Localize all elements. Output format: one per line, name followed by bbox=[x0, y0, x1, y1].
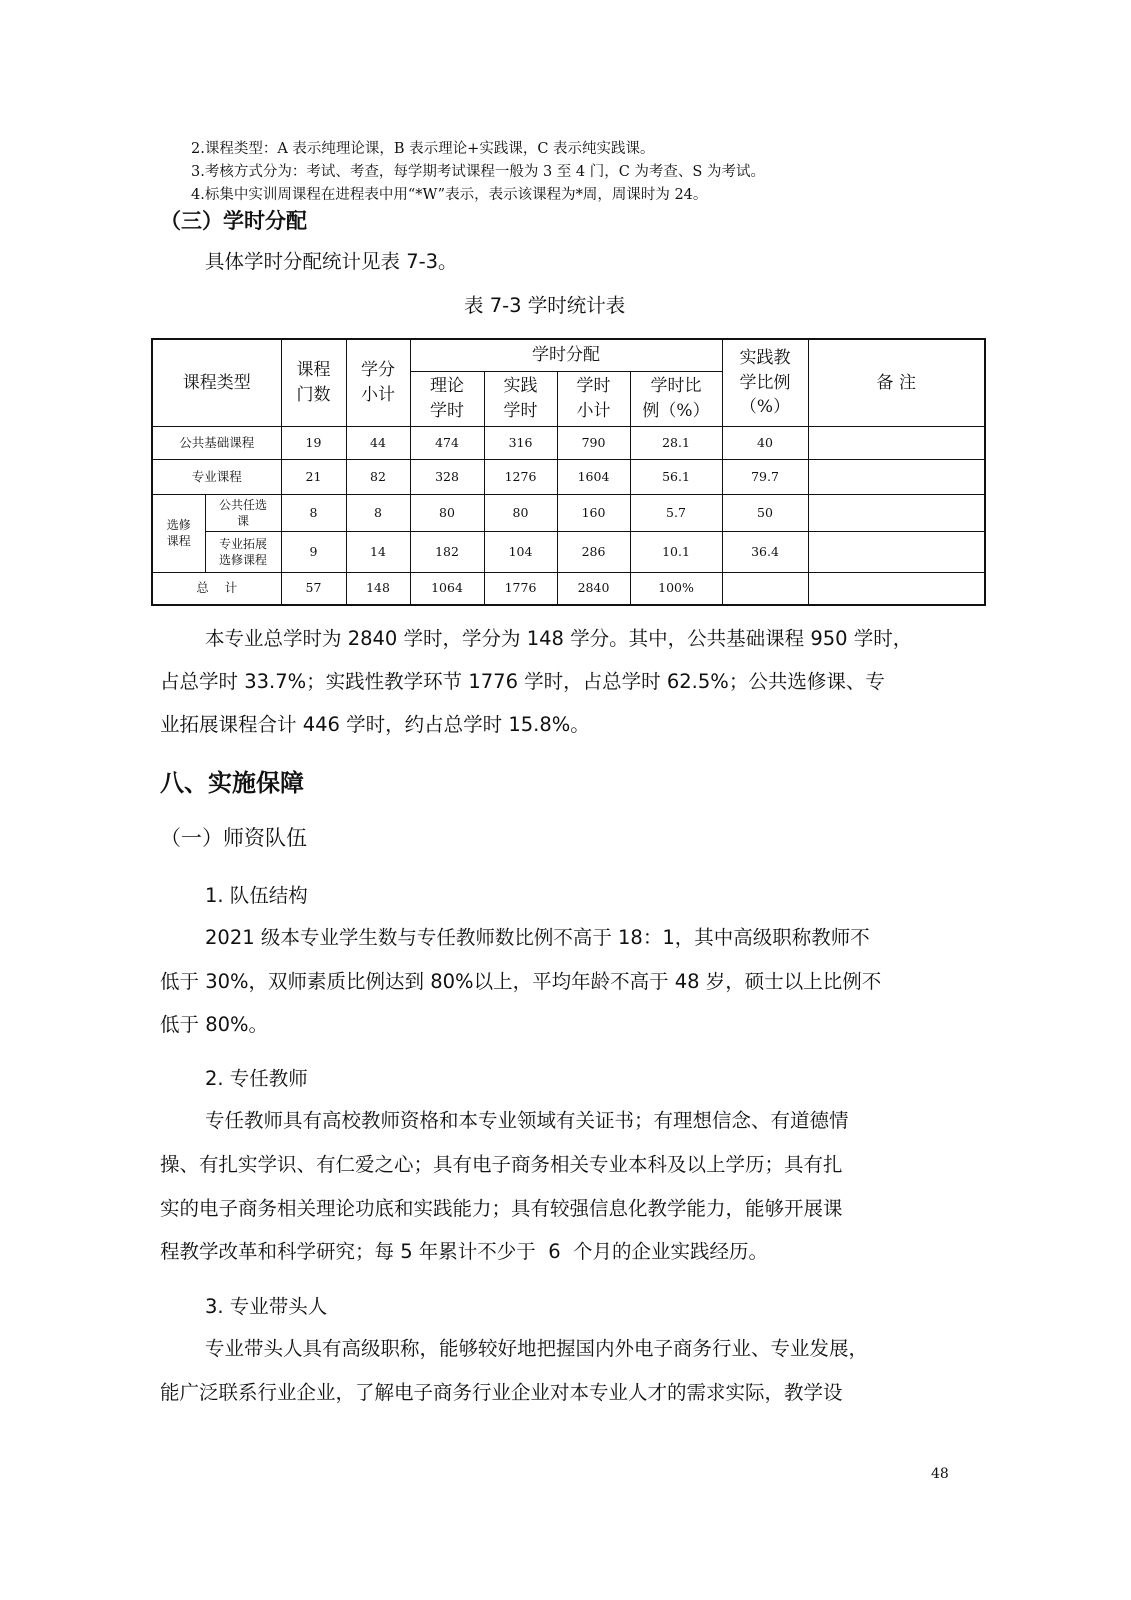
header-course-count: 课程 门数 bbox=[281, 339, 346, 426]
cell-ratio: 10.1 bbox=[630, 532, 722, 573]
table-row-major bbox=[152, 460, 985, 495]
cell-credits: 82 bbox=[346, 460, 410, 495]
row-label: 总 计 bbox=[152, 572, 281, 605]
table-row-total bbox=[152, 572, 985, 605]
cell-theory: 328 bbox=[410, 460, 484, 495]
cell-practice-ratio: 79.7 bbox=[722, 460, 808, 495]
team-structure-line-1: 2021 级本专业学生数与专任教师数比例不高于 18：1，其中高级职称教师不 bbox=[205, 926, 870, 949]
summary-line-1: 本专业总学时为 2840 学时，学分为 148 学分。其中，公共基础课程 950 学时， bbox=[205, 627, 913, 650]
header-ratio: 学时比 例（%） bbox=[630, 371, 722, 426]
header-hours-group: 学时分配 bbox=[410, 339, 722, 371]
header-subtotal: 学时 小计 bbox=[557, 371, 630, 426]
cell-practice-ratio: 50 bbox=[722, 494, 808, 532]
header-credits: 学分 小计 bbox=[346, 339, 410, 426]
table-caption: 表 7-3 学时统计表 bbox=[464, 294, 626, 317]
cell-remarks bbox=[808, 426, 985, 460]
cell-credits: 148 bbox=[346, 572, 410, 605]
full-time-line-3: 实的电子商务相关理论功底和实践能力；具有较强信息化教学能力，能够开展课 bbox=[160, 1197, 843, 1220]
full-time-title: 2. 专任教师 bbox=[205, 1067, 308, 1090]
row-label: 专业拓展 选修课程 bbox=[205, 532, 281, 573]
cell-theory: 474 bbox=[410, 426, 484, 460]
cell-practice-ratio: 36.4 bbox=[722, 532, 808, 573]
cell-count: 57 bbox=[281, 572, 346, 605]
summary-line-3: 业拓展课程合计 446 学时，约占总学时 15.8%。 bbox=[160, 713, 590, 736]
cell-count: 19 bbox=[281, 426, 346, 460]
leader-line-1: 专业带头人具有高级职称，能够较好地把握国内外电子商务行业、专业发展， bbox=[205, 1337, 869, 1360]
header-course-type: 课程类型 bbox=[152, 339, 281, 426]
cell-count: 8 bbox=[281, 494, 346, 532]
cell-theory: 182 bbox=[410, 532, 484, 573]
cell-ratio: 100% bbox=[630, 572, 722, 605]
cell-remarks bbox=[808, 494, 985, 532]
section-hours-intro: 具体学时分配统计见表 7-3。 bbox=[205, 250, 458, 273]
cell-theory: 1064 bbox=[410, 572, 484, 605]
note-course-type: 2.课程类型：A 表示纯理论课，B 表示理论+实践课，C 表示纯实践课。 bbox=[191, 141, 655, 157]
cell-practice: 80 bbox=[484, 494, 557, 532]
leader-title: 3. 专业带头人 bbox=[205, 1295, 328, 1318]
cell-theory: 80 bbox=[410, 494, 484, 532]
faculty-title: （一）师资队伍 bbox=[160, 826, 307, 850]
note-training-week: 4.标集中实训周课程在进程表中用“*W”表示，表示该课程为*周，周课时为 24。 bbox=[191, 187, 708, 203]
header-practice: 实践 学时 bbox=[484, 371, 557, 426]
cell-subtotal: 286 bbox=[557, 532, 630, 573]
cell-practice: 1776 bbox=[484, 572, 557, 605]
row-label: 公共基础课程 bbox=[152, 426, 281, 460]
cell-count: 21 bbox=[281, 460, 346, 495]
team-structure-line-3: 低于 80%。 bbox=[160, 1013, 269, 1036]
leader-line-2: 能广泛联系行业企业，了解电子商务行业企业对本专业人才的需求实际，教学设 bbox=[160, 1381, 843, 1404]
note-assessment: 3.考核方式分为：考试、考查，每学期考试课程一般为 3 至 4 门，C 为考查、S 为考试。 bbox=[191, 164, 765, 180]
chapter-title: 八、实施保障 bbox=[160, 769, 304, 797]
full-time-line-2: 操、有扎实学识、有仁爱之心；具有电子商务相关专业本科及以上学历；具有扎 bbox=[160, 1153, 843, 1176]
cell-credits: 8 bbox=[346, 494, 410, 532]
cell-ratio: 56.1 bbox=[630, 460, 722, 495]
cell-subtotal: 2840 bbox=[557, 572, 630, 605]
cell-practice-ratio bbox=[722, 572, 808, 605]
hours-statistics-table bbox=[151, 338, 986, 606]
cell-credits: 44 bbox=[346, 426, 410, 460]
cell-remarks bbox=[808, 572, 985, 605]
row-label: 专业课程 bbox=[152, 460, 281, 495]
page-number: 48 bbox=[931, 1466, 949, 1482]
table-row-public-basic bbox=[152, 426, 985, 460]
elective-group-label: 选修 课程 bbox=[152, 494, 205, 572]
full-time-line-1: 专任教师具有高校教师资格和本专业领域有关证书；有理想信念、有道德情 bbox=[205, 1109, 849, 1132]
cell-subtotal: 790 bbox=[557, 426, 630, 460]
cell-ratio: 5.7 bbox=[630, 494, 722, 532]
cell-practice: 104 bbox=[484, 532, 557, 573]
section-hours-title: （三）学时分配 bbox=[160, 209, 307, 233]
row-label: 公共任选 课 bbox=[205, 494, 281, 532]
cell-subtotal: 1604 bbox=[557, 460, 630, 495]
header-remarks: 备 注 bbox=[808, 339, 985, 426]
cell-practice: 316 bbox=[484, 426, 557, 460]
cell-credits: 14 bbox=[346, 532, 410, 573]
cell-count: 9 bbox=[281, 532, 346, 573]
summary-line-2: 占总学时 33.7%；实践性教学环节 1776 学时，占总学时 62.5%；公共选修课、专 bbox=[160, 670, 885, 693]
cell-remarks bbox=[808, 460, 985, 495]
cell-practice-ratio: 40 bbox=[722, 426, 808, 460]
cell-remarks bbox=[808, 532, 985, 573]
cell-subtotal: 160 bbox=[557, 494, 630, 532]
cell-practice: 1276 bbox=[484, 460, 557, 495]
full-time-line-4: 程教学改革和科学研究；每 5 年累计不少于 6 个月的企业实践经历。 bbox=[160, 1240, 769, 1263]
header-practice-ratio: 实践教 学比例 （%） bbox=[722, 339, 808, 426]
cell-ratio: 28.1 bbox=[630, 426, 722, 460]
table-row-public-elective bbox=[152, 494, 985, 532]
team-structure-line-2: 低于 30%，双师素质比例达到 80%以上，平均年龄不高于 48 岁，硕士以上比例不 bbox=[160, 970, 882, 993]
table-row-major-elective bbox=[152, 532, 985, 573]
header-theory: 理论 学时 bbox=[410, 371, 484, 426]
team-structure-title: 1. 队伍结构 bbox=[205, 884, 308, 907]
